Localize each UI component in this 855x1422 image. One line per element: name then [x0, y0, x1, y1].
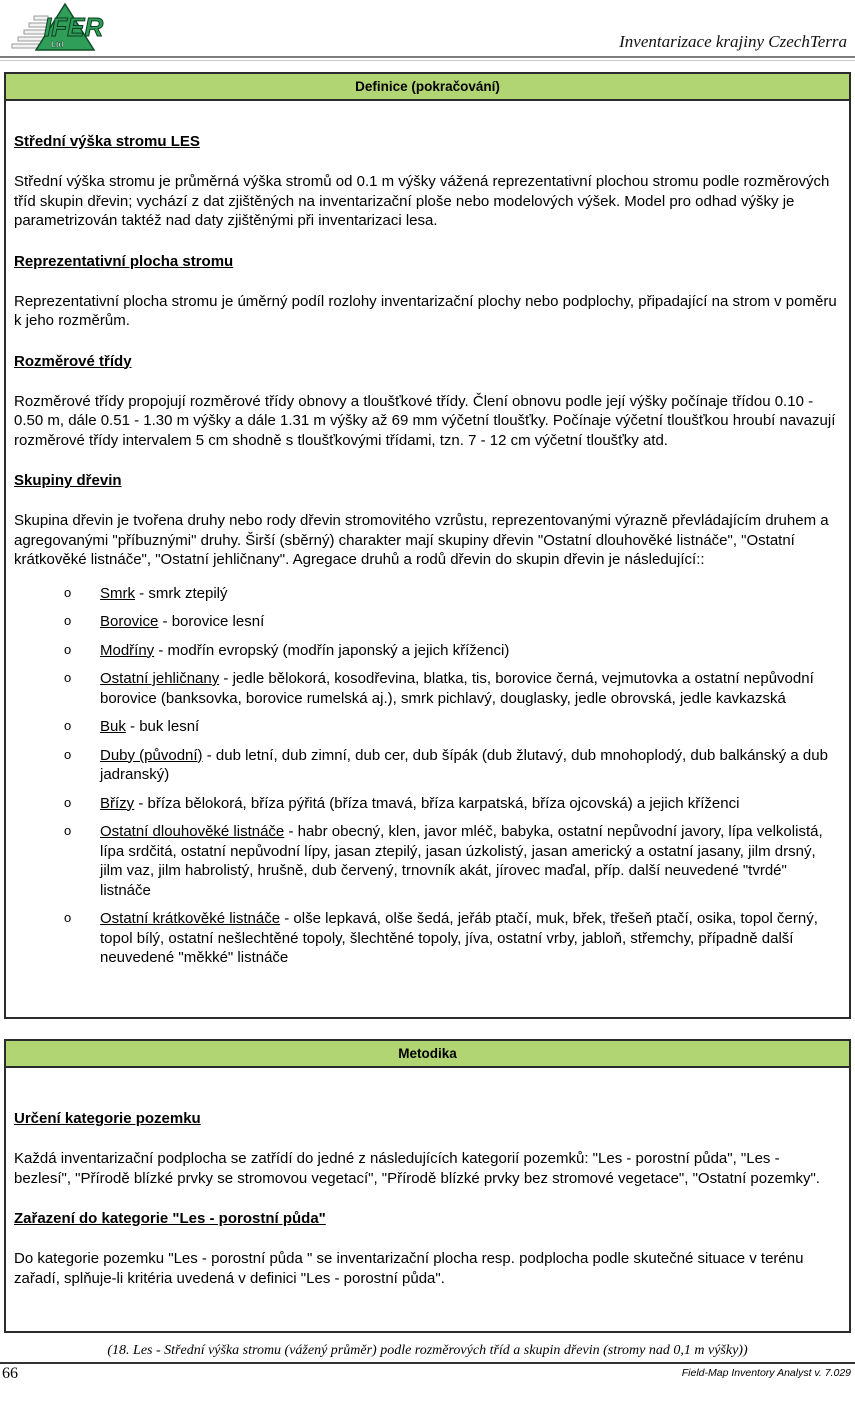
para-urceni-kategorie: Každá inventarizační podplocha se zatřídí do jedné z následujících kategorií pozemků: "Les - porostní půda", "Les - bezlesí", "Přírodě blízké prvky se stromovou vegetací", "Přírodě blízké prvky bez stromové vegetace", "Ostatní pozemky".	[14, 1150, 820, 1187]
species-term: Ostatní jehličnany	[100, 670, 220, 687]
species-desc: - olše lepkavá, olše šedá, jeřáb ptačí, muk, břek, třešeň ptačí, osika, topol černý, topol bílý, ostatní nešlechtěné topoly, šlechtěné topoly, jíva, ostatní vrby, jabloň, střemchy, případně další neuvedené "měkké" listnáče	[100, 910, 818, 966]
species-desc: - borovice lesní	[158, 613, 265, 630]
logo-text: IFER	[44, 12, 104, 42]
footer-caption: (18. Les - Střední výška stromu (vážený průměr) podle rozměrových tříd a skupin dřevin (stromy nad 0,1 m výšky))	[107, 1343, 748, 1358]
species-desc: - dub letní, dub zimní, dub cer, dub šípák (dub žlutavý, dub mnohoplodý, dub balkánský a dub jadranský)	[100, 746, 828, 783]
list-item-text	[100, 794, 839, 814]
list-item	[64, 612, 839, 632]
list-item-text	[100, 584, 839, 604]
page-footer	[0, 1343, 855, 1383]
list-item	[64, 794, 839, 814]
heading-reprezentativni-plocha: Reprezentativní plocha stromu	[14, 252, 234, 270]
bullet-icon: o	[64, 823, 72, 838]
bullet-icon: o	[64, 641, 72, 657]
list-item-text	[100, 822, 839, 900]
para-rozmerove-tridy: Rozměrové třídy propojují rozměrové třídy obnovy a tloušťkové třídy. Člení obnovu podle její výšky počínaje třídou 0.10 - 0.50 m, dále 0.51 - 1.30 m výšky a dále 1.31 m výšky až 69 mm výčetní tloušťky. Počínaje výčetní tloušťkou hroubí navazují rozměrové třídy intervalem 5 cm shodně s tloušťkovými třídami, tzn. 7 - 12 cm výčetní tloušťky atd.	[14, 392, 836, 449]
species-term: Borovice	[100, 613, 159, 630]
list-item	[64, 717, 839, 737]
list-item-text	[100, 909, 839, 968]
species-term: Ostatní krátkověké listnáče	[100, 910, 281, 927]
species-term: Břízy	[100, 794, 135, 812]
bullet-icon: o	[64, 718, 72, 733]
definice-section	[4, 72, 851, 1019]
bullet-icon: o	[64, 584, 72, 600]
list-item	[64, 584, 839, 604]
species-desc: - bříza bělokorá, bříza pýřitá (bříza tmavá, bříza karpatská, bříza ojcovská) a jejich kříženci	[134, 794, 740, 812]
list-item	[64, 669, 839, 708]
species-term: Modříny	[100, 641, 155, 659]
list-item-text	[100, 669, 839, 708]
heading-zarazeni-kategorie: Zařazení do kategorie "Les - porostní půda"	[14, 1210, 326, 1227]
bullet-icon: o	[64, 794, 72, 810]
page-header	[0, 0, 855, 56]
logo-sub-text: Ltd	[51, 40, 64, 49]
list-item	[64, 746, 839, 785]
report-brand-title: Inventarizace krajiny CzechTerra	[619, 32, 847, 51]
metodika-section	[4, 1039, 851, 1333]
bullet-icon: o	[64, 910, 72, 925]
species-desc: - buk lesní	[125, 718, 200, 735]
app-version-label: Field-Map Inventory Analyst v. 7.029	[681, 1367, 851, 1379]
bullet-icon: o	[64, 613, 72, 628]
heading-rozmerove-tridy: Rozměrové třídy	[14, 352, 132, 370]
para-zarazeni-kategorie: Do kategorie pozemku "Les - porostní půda " se inventarizační plocha resp. podplocha podle skutečné situace v terénu zařadí, splňuje-li kritéria uvedená v definici "Les - porostní půda".	[14, 1250, 804, 1287]
heading-urceni-kategorie: Určení kategorie pozemku	[14, 1110, 201, 1127]
definice-section-bar: Definice (pokračování)	[6, 74, 849, 101]
metodika-section-bar: Metodika	[6, 1041, 849, 1068]
species-group-list	[14, 584, 839, 968]
list-item-text	[100, 641, 839, 661]
definice-content	[6, 101, 849, 1017]
species-term: Ostatní dlouhověké listnáče	[100, 823, 285, 840]
header-rule	[0, 56, 855, 58]
bullet-icon: o	[64, 746, 72, 762]
heading-stredni-vyska: Střední výška stromu LES	[14, 133, 200, 150]
para-skupiny-drevin: Skupina dřevin je tvořena druhy nebo rody dřevin stromovitého vzrůstu, reprezentovanými výrazně převládajícím druhem a agregovanými "příbuznými" druhy. Širší (sběrný) charakter mají skupiny dřevin "Ostatní dlouhověké listnáče", "Ostatní krátkověké listnáče", "Ostatní jehličnany". Agregace druhů a rodů dřevin do skupin dřevin je následující::	[14, 512, 829, 568]
para-stredni-vyska: Střední výška stromu je průměrná výška stromů od 0.1 m výšky vážená reprezentativní plochou stromu podle rozměrových tříd skupin dřevin; vychází z dat zjištěných na inventarizační ploše nebo modelových výšek. Model pro odhad výšky je parametrizován taktéž nad daty zjištěnými při inventarizaci lesa.	[14, 173, 830, 229]
ifer-logo-icon	[8, 2, 112, 58]
species-term: Buk	[100, 718, 126, 735]
metodika-content	[6, 1068, 849, 1331]
species-desc: - modřín evropský (modřín japonský a jejich kříženci)	[154, 641, 510, 659]
species-desc: - jedle bělokorá, kosodřevina, blatka, tis, borovice černá, vejmutovka a ostatní nepůvodní borovice (banksovka, borovice rumelská aj.), smrk pichlavý, douglasky, jedle obrovská, jedle kavkazská	[100, 670, 814, 707]
list-item-text	[100, 746, 839, 785]
list-item-text	[100, 717, 839, 737]
page-number: 66	[2, 1365, 18, 1382]
bullet-icon: o	[64, 670, 72, 685]
species-term: Duby (původní)	[100, 746, 203, 764]
species-term: Smrk	[100, 584, 135, 602]
para-reprezentativni-plocha: Reprezentativní plocha stromu je úměrný podíl rozlohy inventarizační plochy nebo podplochy, připadající na strom v poměru k jeho rozměrům.	[14, 292, 837, 329]
footer-row	[0, 1364, 855, 1383]
species-desc: - smrk ztepilý	[135, 584, 228, 602]
ifer-logo-graphic	[8, 2, 112, 54]
header-rule-secondary	[0, 60, 855, 61]
list-item	[64, 641, 839, 661]
list-item	[64, 909, 839, 968]
list-item	[64, 822, 839, 900]
heading-skupiny-drevin: Skupiny dřevin	[14, 472, 122, 489]
list-item-text	[100, 612, 839, 632]
species-desc: - habr obecný, klen, javor mléč, babyka, ostatní nepůvodní javory, lípa velkolistá, lípa srdčitá, ostatní nepůvodní lípy, jasan ztepilý, jasan úzkolistý, jasan americký a ostatní jasany, jilm drsný, jilm vaz, jilm habrolistý, hrušně, dub červený, trnovník akát, jírovec maďal, příp. další neuvedené "tvrdé" listnáče	[100, 823, 823, 899]
